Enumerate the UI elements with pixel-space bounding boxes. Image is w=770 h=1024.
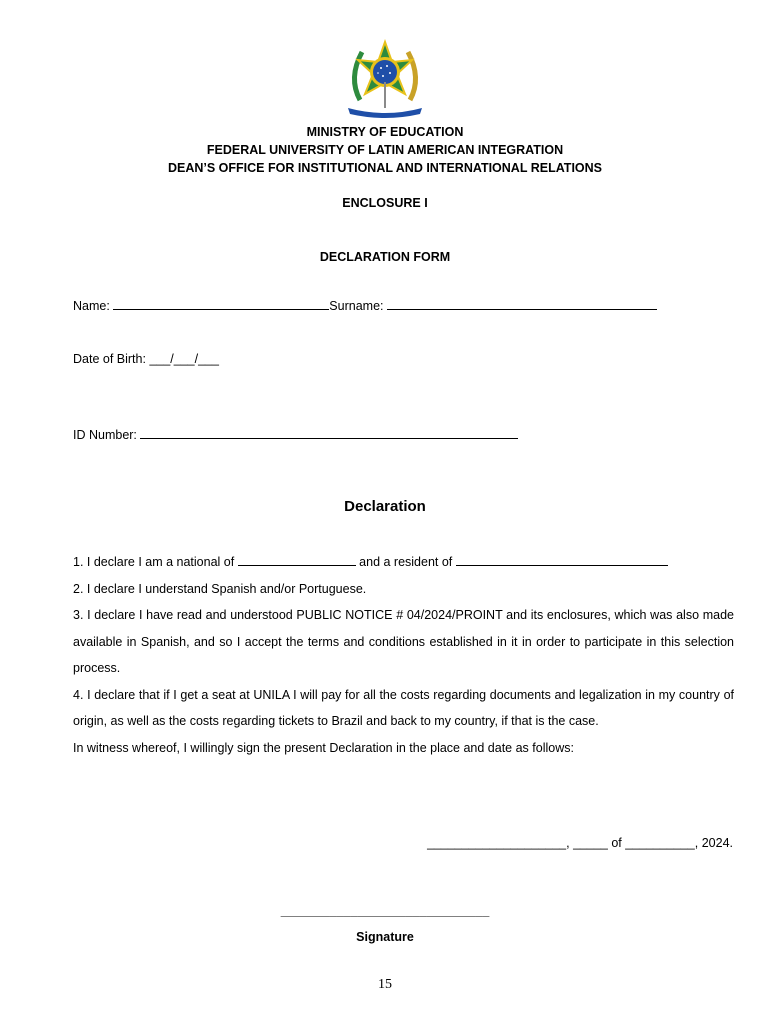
name-label: Name:: [73, 299, 114, 313]
declaration-item-3: 3. I declare I have read and understood PUBLIC NOTICE # 04/2024/PROINT and its enclosures, which was also made available in Spanish, and so I accept the terms and conditions established in it in order to participate in this selection process.: [73, 608, 734, 675]
declaration-item-4: 4. I declare that if I get a seat at UNILA I will pay for all the costs regarding documents and legalization in my country of origin, as well as the costs regarding tickets to Brazil and back to my country, if that is the case.: [73, 687, 734, 728]
name-field[interactable]: [113, 298, 329, 310]
university-title: FEDERAL UNIVERSITY OF LATIN AMERICAN INTEGRATION: [206, 143, 564, 157]
coat-of-arms-emblem: [340, 38, 430, 118]
nationality-field[interactable]: [238, 554, 356, 566]
month-field[interactable]: __________: [625, 836, 695, 850]
ministry-title: MINISTRY OF EDUCATION: [306, 125, 464, 139]
witness-statement: In witness whereof, I willingly sign the present Declaration in the place and date as follows:: [73, 740, 574, 755]
page-number: 15: [378, 977, 392, 992]
year-text: , 2024.: [694, 836, 733, 850]
place-field[interactable]: ____________________: [427, 836, 567, 850]
residence-field[interactable]: [456, 554, 668, 566]
id-label: ID Number:: [73, 428, 141, 442]
form-title: DECLARATION FORM: [319, 250, 451, 264]
signature-label: Signature: [356, 930, 414, 944]
declaration-body: [73, 549, 734, 761]
enclosure-label: ENCLOSURE I: [342, 196, 428, 210]
day-field[interactable]: _____: [573, 836, 608, 850]
declaration-item-1: 1. I declare I am a national of and a resident of: [73, 549, 734, 576]
dob-row: [73, 352, 219, 366]
deans-office-title: DEAN’S OFFICE FOR INSTITUTIONAL AND INTERNATIONAL RELATIONS: [167, 161, 603, 175]
declaration-heading: Declaration: [344, 498, 426, 515]
id-row: [73, 427, 518, 442]
surname-field[interactable]: [387, 298, 657, 310]
name-surname-row: [73, 298, 657, 313]
declaration-item-2: 2. I declare I understand Spanish and/or Portuguese.: [73, 581, 367, 596]
place-date-row: ____________________, _____ of __________, 2024.: [427, 836, 733, 850]
dob-label: Date of Birth:: [73, 352, 150, 366]
surname-label: Surname:: [329, 299, 387, 313]
id-number-field[interactable]: [140, 427, 518, 439]
signature-line[interactable]: ______________________________: [280, 904, 490, 918]
dob-field[interactable]: ___/___/___: [149, 352, 219, 366]
